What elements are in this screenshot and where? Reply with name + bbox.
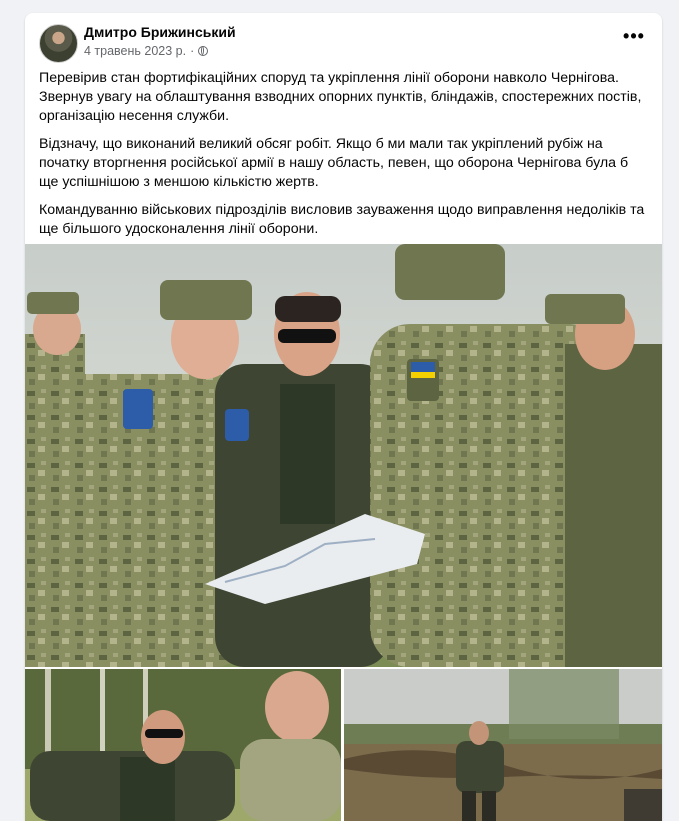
meta-separator: ·: [190, 44, 195, 58]
author-name[interactable]: Дмитро Брижинський: [84, 24, 236, 40]
post-meta: [84, 44, 208, 58]
post-paragraph-3: Командуванню військових підрозділів висловив зауваження щодо виправлення недоліків та ще більшого удосконалення лінії оборони.: [39, 202, 645, 237]
photo-main-illustration: [25, 244, 662, 667]
more-options-icon[interactable]: •••: [623, 26, 645, 46]
photo-bottom-right[interactable]: [344, 669, 662, 821]
photo-main[interactable]: [25, 244, 662, 667]
photo-bottom-left-illustration: [25, 669, 341, 821]
post-paragraph-1: Перевірив стан фортифікаційних споруд та укріплення лінії оборони навколо Чернігова. Звернув увагу на облаштування взводних опорних пунктів, бліндажів, спостережних постів, організацію несення служби.: [39, 70, 642, 124]
post-card: [25, 13, 662, 821]
post-text: [39, 69, 651, 248]
photo-bottom-right-illustration: [344, 669, 662, 821]
globe-icon[interactable]: [198, 46, 208, 56]
author-avatar[interactable]: [39, 24, 78, 63]
post-paragraph-2: Відзначу, що виконаний великий обсяг робіт. Якщо б ми мали так укріплений рубіж на початку вторгнення російської армії в нашу область, певен, що оборона Чернігова була б ще успішнішою з меншою кількістю жертв.: [39, 136, 629, 190]
post-header: [25, 13, 662, 69]
post-date[interactable]: 4 травень 2023 р.: [84, 44, 187, 58]
photo-grid: [25, 244, 662, 821]
photo-bottom-left[interactable]: [25, 669, 341, 821]
